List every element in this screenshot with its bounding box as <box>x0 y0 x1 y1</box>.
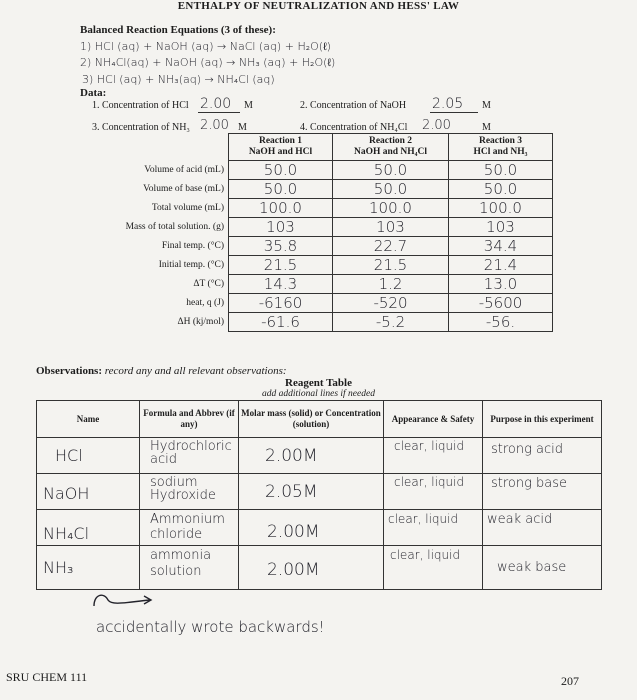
concentration-nh3-value: 2.00 <box>200 118 229 133</box>
table-row <box>66 161 553 180</box>
handwritten-note: accidentally wrote backwards! <box>96 618 325 636</box>
cell-value: 14.3 <box>229 275 333 294</box>
cell-value: 100.0 <box>333 199 449 218</box>
header-reaction-3: Reaction 3 HCl and NH₃ <box>449 134 553 161</box>
equation-1: 1) HCl (aq) + NaOH (aq) → NaCl (aq) + H₂O(ℓ) <box>80 40 331 53</box>
cell-value: 103 <box>333 218 449 237</box>
table-row <box>37 474 602 510</box>
table-row <box>66 294 553 313</box>
reagent-formula: Hydrochloric acid <box>140 438 239 474</box>
reagent-purpose: strong base <box>483 474 602 510</box>
table-row <box>66 199 553 218</box>
table-row <box>66 275 553 294</box>
concentration-nh3-label: 3. Concentration of NH₃ <box>92 122 190 133</box>
equations-heading: Balanced Reaction Equations (3 of these): <box>80 24 276 36</box>
reagent-formula: ammonia solution <box>140 546 239 590</box>
concentration-naoh-value: 2.05 <box>432 96 464 112</box>
table-row <box>66 256 553 275</box>
header-name: Name <box>37 401 140 438</box>
reagent-concentration: 2.05M <box>239 474 384 510</box>
data-table-header-row <box>66 134 553 161</box>
reagent-table-subtitle: add additional lines if needed <box>262 389 375 399</box>
equation-2: 2) NH₄Cl(aq) + NaOH (aq) → NH₃ (aq) + H₂O(ℓ) <box>80 56 336 69</box>
reagent-concentration: 2.00M <box>239 438 384 474</box>
reagent-appearance: clear, liquid <box>384 474 483 510</box>
reagent-appearance: clear, liquid <box>384 546 483 590</box>
header-reaction-1: Reaction 1 NaOH and HCl <box>229 134 333 161</box>
table-row <box>37 510 602 546</box>
reagent-purpose: weak base <box>483 546 602 590</box>
cell-value: 100.0 <box>449 199 553 218</box>
row-label: Final temp. (°C) <box>66 237 229 256</box>
reagent-purpose: weak acid <box>483 510 602 546</box>
concentration-hcl-unit: M <box>244 100 253 111</box>
cell-value: 22.7 <box>333 237 449 256</box>
cell-value: 50.0 <box>229 161 333 180</box>
cell-value: -5600 <box>449 294 553 313</box>
cell-value: 103 <box>229 218 333 237</box>
reagent-name: NH₄Cl <box>37 510 140 546</box>
reagent-name: HCl <box>37 438 140 474</box>
underline <box>430 112 478 113</box>
reagent-name: NaOH <box>37 474 140 510</box>
row-label: ΔH (kj/mol) <box>66 313 229 332</box>
reagent-name: NH₃ <box>37 546 140 590</box>
header-reaction-2: Reaction 2 NaOH and NH₄Cl <box>333 134 449 161</box>
concentration-nh4cl-value: 2.00 <box>422 118 451 133</box>
cell-value: 21.5 <box>333 256 449 275</box>
data-table <box>66 133 553 332</box>
row-label: Volume of base (mL) <box>66 180 229 199</box>
observations-label: Observations: <box>36 365 102 377</box>
concentration-hcl-label: 1. Concentration of HCl <box>92 100 189 111</box>
cell-value: 13.0 <box>449 275 553 294</box>
table-row <box>66 218 553 237</box>
cell-value: 1.2 <box>333 275 449 294</box>
cell-value: 100.0 <box>229 199 333 218</box>
table-row <box>66 237 553 256</box>
table-corner <box>66 134 229 161</box>
reagent-header-row <box>37 401 602 438</box>
header-appearance: Appearance & Safety <box>384 401 483 438</box>
cell-value: 50.0 <box>333 161 449 180</box>
concentration-nh3-unit: M <box>238 122 247 133</box>
observations-line <box>36 365 287 377</box>
underline <box>198 112 240 113</box>
row-label: Initial temp. (°C) <box>66 256 229 275</box>
cell-value: 50.0 <box>333 180 449 199</box>
reagent-formula: Ammonium chloride <box>140 510 239 546</box>
cell-value: -56. <box>449 313 553 332</box>
reagent-formula: sodium Hydroxide <box>140 474 239 510</box>
header-concentration: Molar mass (solid) or Concentration (solution) <box>239 401 384 438</box>
row-label: heat, q (J) <box>66 294 229 313</box>
cell-value: 21.4 <box>449 256 553 275</box>
page-title: ENTHALPY OF NEUTRALIZATION AND HESS' LAW <box>177 0 460 12</box>
concentration-naoh-unit: M <box>482 100 491 111</box>
row-label: ΔT (°C) <box>66 275 229 294</box>
reagent-concentration: 2.00M <box>239 510 384 546</box>
course-label: SRU CHEM 111 <box>6 670 88 684</box>
header-formula: Formula and Abbrev (if any) <box>140 401 239 438</box>
table-row <box>66 180 553 199</box>
data-heading: Data: <box>80 87 107 99</box>
reagent-table <box>36 400 602 590</box>
concentration-hcl-value: 2.00 <box>200 96 232 112</box>
reagent-appearance: clear, liquid <box>384 438 483 474</box>
cell-value: -61.6 <box>229 313 333 332</box>
cell-value: -520 <box>333 294 449 313</box>
row-label: Mass of total solution. (g) <box>66 218 229 237</box>
cell-value: -5.2 <box>333 313 449 332</box>
cell-value: 50.0 <box>449 161 553 180</box>
cell-value: 103 <box>449 218 553 237</box>
row-label: Volume of acid (mL) <box>66 161 229 180</box>
equation-3: 3) HCl (aq) + NH₃(aq) → NH₄Cl (aq) <box>82 73 275 86</box>
cell-value: 35.8 <box>229 237 333 256</box>
row-label: Total volume (mL) <box>66 199 229 218</box>
reagent-purpose: strong acid <box>483 438 602 474</box>
table-row <box>66 313 553 332</box>
table-row <box>37 438 602 474</box>
cell-value: 34.4 <box>449 237 553 256</box>
concentration-nh4cl-label: 4. Concentration of NH₄Cl <box>300 122 408 133</box>
header-purpose: Purpose in this experiment <box>483 401 602 438</box>
observations-instruction: record any and all relevant observations: <box>104 365 287 377</box>
reagent-table-title: Reagent Table <box>285 377 352 389</box>
reagent-appearance: clear, liquid <box>384 510 483 546</box>
concentration-naoh-label: 2. Concentration of NaOH <box>300 100 407 111</box>
table-row <box>37 546 602 590</box>
page-number: 207 <box>561 674 579 688</box>
reagent-concentration: 2.00M <box>239 546 384 590</box>
cell-value: 21.5 <box>229 256 333 275</box>
concentration-nh4cl-unit: M <box>482 122 491 133</box>
cell-value: -6160 <box>229 294 333 313</box>
cell-value: 50.0 <box>449 180 553 199</box>
curved-arrow-icon <box>88 588 158 612</box>
cell-value: 50.0 <box>229 180 333 199</box>
